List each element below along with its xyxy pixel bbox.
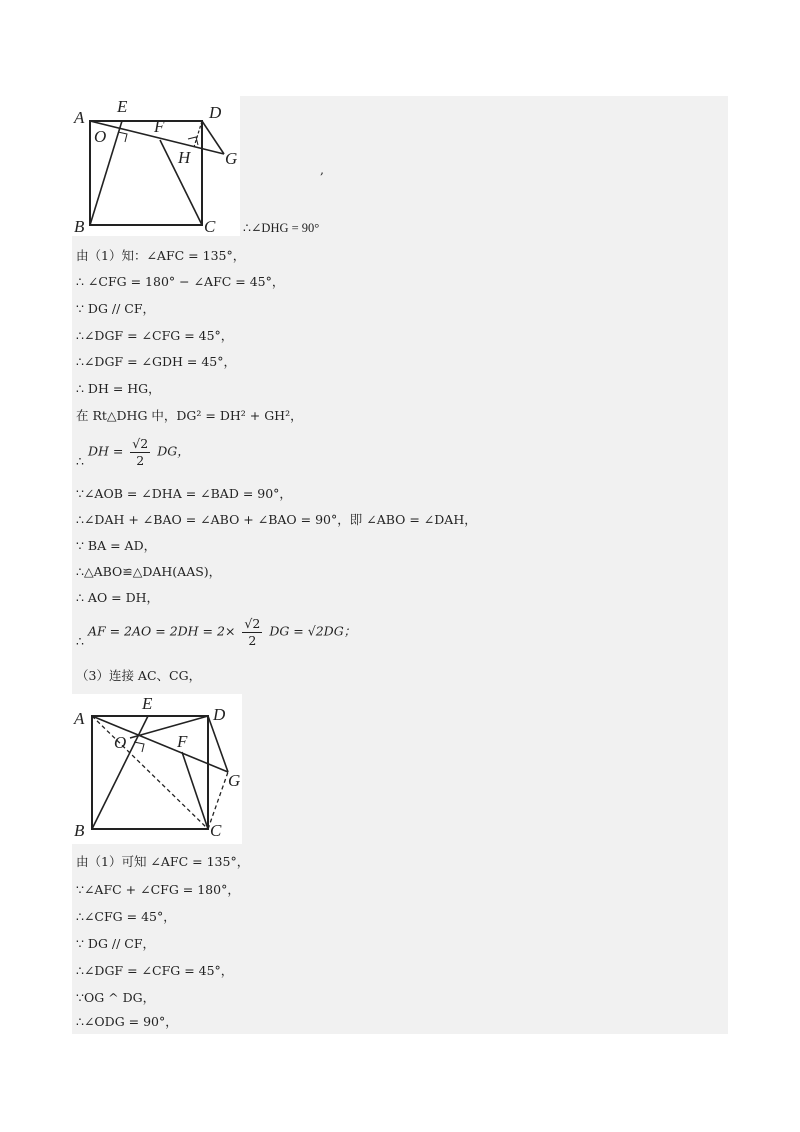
formula-dh-fraction <box>130 436 150 468</box>
text-line-18: ∵OG ^ DG， <box>76 990 156 1005</box>
point-label-f: F <box>154 117 165 136</box>
document-page <box>72 96 728 1034</box>
stray-comma: , <box>320 162 324 177</box>
formula-dh-denominator: 2 <box>136 453 145 468</box>
formula-af-numerator: √2 <box>244 616 261 631</box>
text-line-16: ∵ DG // CF， <box>76 936 156 951</box>
formula-af-denominator: 2 <box>248 633 257 648</box>
point-label-e2: E <box>142 694 153 713</box>
figure-1-caption: ∴∠DHG = 90° <box>243 221 320 235</box>
point-label-o2: O <box>114 733 127 752</box>
text-line-5: ∴∠DGF = ∠GDH = 45°， <box>76 354 236 369</box>
formula-af-left: AF = 2AO = 2DH = 2× <box>87 623 236 639</box>
point-label-c2: C <box>210 821 222 840</box>
geometry-figure-1 <box>72 96 240 236</box>
point-label-e: E <box>117 97 128 116</box>
point-label-f2: F <box>177 732 188 751</box>
text-line-4: ∴∠DGF = ∠CFG = 45°， <box>76 328 234 343</box>
formula-dh <box>76 436 190 469</box>
text-line-7: 在 Rt△DHG 中，DG² = DH² + GH²， <box>76 408 303 423</box>
text-line-12: ∴ AO = DH， <box>76 590 160 605</box>
formula-dh-prefix: ∴ <box>76 453 84 469</box>
text-line-part3: （3）连接 AC、CG， <box>76 668 202 683</box>
point-label-o: O <box>94 127 107 146</box>
text-line-2: ∴ ∠CFG = 180° − ∠AFC = 45°， <box>76 274 285 289</box>
point-label-b: B <box>74 217 85 236</box>
text-line-8: ∵∠AOB = ∠DHA = ∠BAD = 90°， <box>76 486 292 501</box>
point-label-g: G <box>225 149 238 168</box>
text-line-14: ∵∠AFC + ∠CFG = 180°， <box>76 882 240 897</box>
formula-dh-numerator: √2 <box>132 436 149 451</box>
point-label-h: H <box>178 148 191 167</box>
point-label-d: D <box>209 103 222 122</box>
formula-af-fraction <box>242 616 262 648</box>
formula-af <box>76 616 356 649</box>
figure-1-drawing <box>72 96 240 236</box>
formula-af-prefix: ∴ <box>76 633 84 649</box>
point-label-d2: D <box>213 705 226 724</box>
point-label-b2: B <box>74 821 85 840</box>
text-line-19: ∴∠ODG = 90°， <box>76 1014 178 1029</box>
figure-2-drawing <box>72 694 242 844</box>
text-line-10: ∵ BA = AD， <box>76 538 157 553</box>
text-line-9: ∴∠DAH + ∠BAO = ∠ABO + ∠BAO = 90°，即 ∠ABO = ∠DAH， <box>76 512 477 527</box>
point-label-a2: A <box>74 709 85 728</box>
text-line-1: 由（1）知：∠AFC = 135°， <box>76 248 246 263</box>
geometry-figure-2 <box>72 694 242 844</box>
point-label-c: C <box>204 217 216 236</box>
text-line-17: ∴∠DGF = ∠CFG = 45°， <box>76 963 234 978</box>
text-line-3: ∵ DG // CF， <box>76 301 156 316</box>
text-line-6: ∴ DH = HG， <box>76 381 161 396</box>
point-label-a: A <box>74 108 85 127</box>
text-line-11: ∴△ABO≌△DAH(AAS)， <box>76 564 222 579</box>
formula-dh-left: DH = <box>87 443 124 459</box>
formula-af-right: DG = √2DG； <box>269 623 357 639</box>
text-line-15: ∴∠CFG = 45°， <box>76 909 176 924</box>
text-line-13: 由（1）可知 ∠AFC = 135°， <box>76 854 250 869</box>
formula-dh-right: DG， <box>157 443 190 459</box>
point-label-g2: G <box>228 771 241 790</box>
